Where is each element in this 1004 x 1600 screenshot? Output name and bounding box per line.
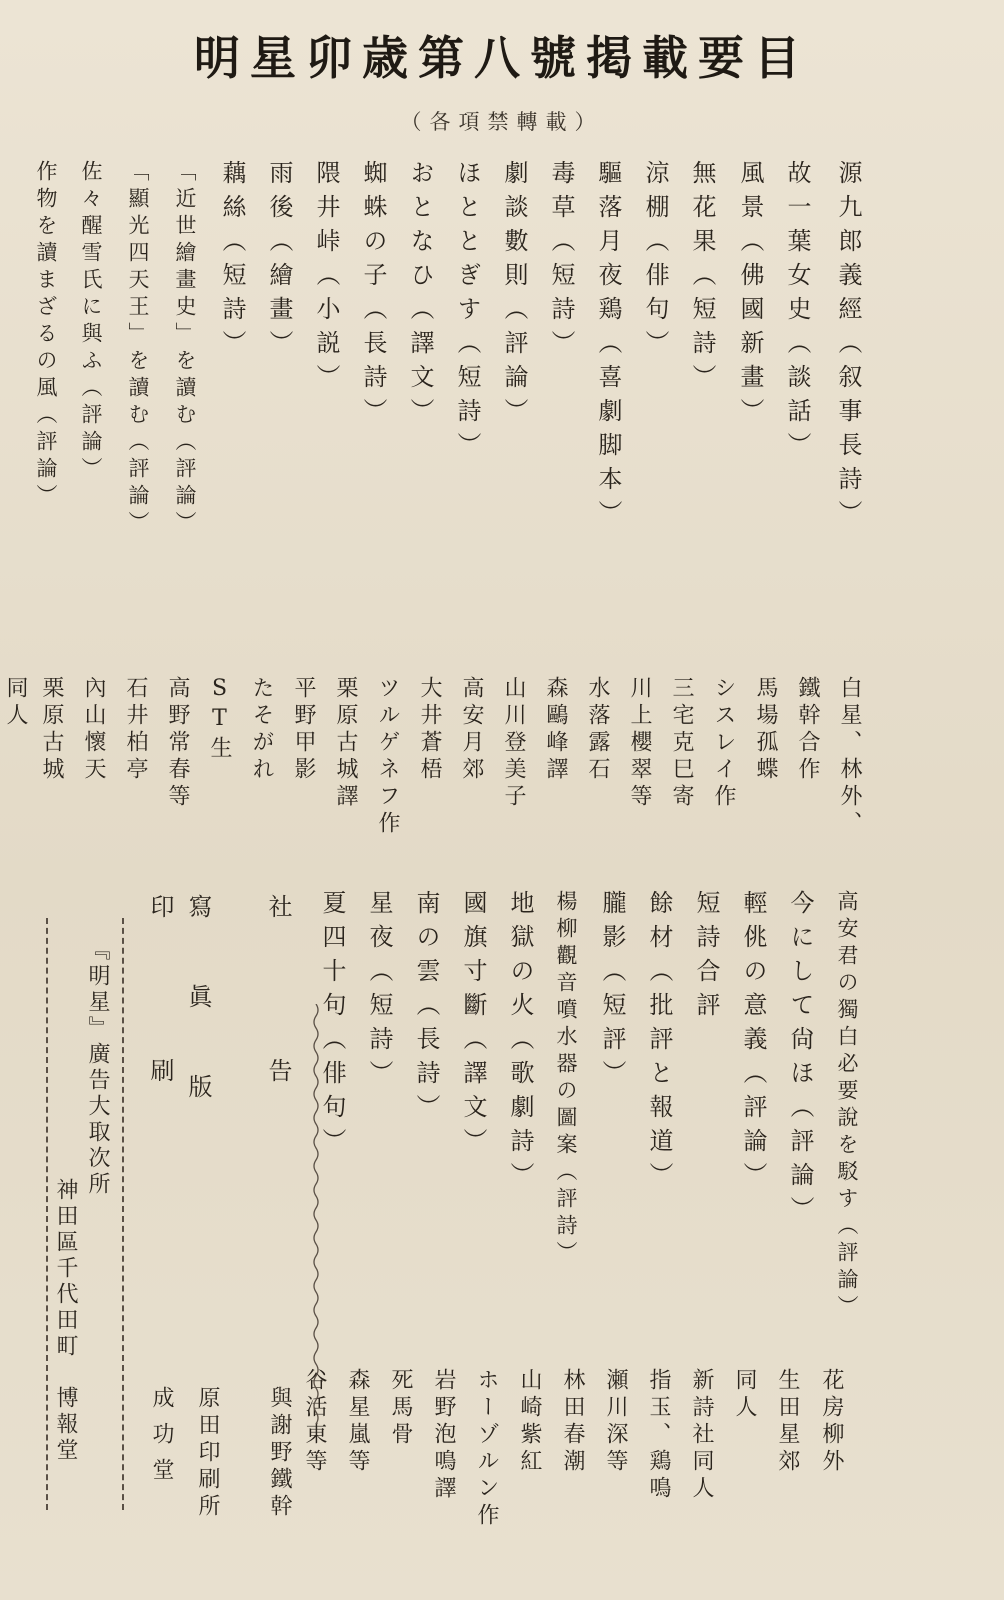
upper-title-6: 驅落月夜鶏（喜劇脚本） — [594, 160, 622, 534]
lower-author-7: 林田春潮 — [560, 1368, 585, 1476]
lower-title-6: 朧影（短評） — [598, 890, 626, 1094]
page-subtitle: （各項禁轉載） — [400, 110, 604, 134]
imprint-value-2: 原田印刷所 — [195, 1386, 220, 1521]
upper-title-7: 毒草（短詩） — [547, 160, 575, 364]
upper-author-16: ST生 — [207, 676, 232, 763]
lower-author-9: ホーゾルン作 — [474, 1368, 499, 1530]
lower-author-2: 生田星郊 — [775, 1368, 800, 1476]
lower-author-11: 死馬骨 — [388, 1368, 413, 1449]
upper-author-6: 川上櫻翠等 — [627, 676, 652, 811]
upper-author-5: 三宅克巳寄 — [669, 676, 694, 811]
upper-author-4: シスレイ作 — [711, 676, 736, 811]
imprint-value-1: 與謝野鐵幹 — [267, 1386, 292, 1521]
upper-title-12: 隈井峠（小説） — [312, 160, 340, 398]
lower-author-6: 瀬川深等 — [603, 1368, 628, 1476]
lower-author-10: 岩野泡鳴譯 — [431, 1368, 456, 1503]
advertiser-line-1: 『明星』廣告大取次所 — [85, 938, 110, 1198]
wavy-divider — [312, 1004, 320, 1428]
upper-title-9: ほととぎす（短詩） — [453, 160, 481, 466]
upper-title-3: 風景（佛國新畫） — [736, 160, 764, 432]
upper-title-14: 藕絲（短詩） — [218, 160, 246, 364]
imprint-label-1: 社告 — [264, 894, 292, 1222]
imprint-value-3: 成功堂 — [149, 1386, 174, 1494]
lower-title-11: 星夜（短詩） — [365, 890, 393, 1094]
lower-author-13: 谷活東等 — [302, 1368, 327, 1476]
lower-title-3: 輕佻の意義（評論） — [739, 890, 767, 1196]
lower-title-8: 地獄の火（歌劇詩） — [506, 890, 534, 1196]
lower-title-4: 短詩合評 — [692, 890, 720, 1026]
lower-title-10: 南の雲（長詩） — [412, 890, 440, 1128]
upper-title-16: 「顯光四天王」を讀む（評論） — [126, 160, 150, 538]
imprint-label-3: 印刷 — [146, 894, 174, 1222]
upper-author-12: ツルゲネフ作 — [375, 676, 400, 838]
upper-title-13: 雨後（繪畫） — [265, 160, 293, 364]
lower-author-4: 新詩社同人 — [689, 1368, 714, 1503]
upper-author-7: 水落露石 — [585, 676, 610, 784]
upper-author-19: 內山懷天 — [81, 676, 106, 784]
lower-title-9: 國旗寸斷（譯文） — [459, 890, 487, 1162]
page-title: 明星卯歳第八號掲載要目 — [194, 31, 810, 85]
lower-title-12: 夏四十句（俳句） — [318, 890, 346, 1162]
upper-author-15: たそがれ — [249, 676, 274, 784]
upper-title-18: 作物を讀まざるの風（評論） — [34, 160, 58, 511]
lower-title-1: 高安君の獨白必要說を駁す（評論） — [835, 890, 859, 1322]
upper-author-1: 白星、林外、 — [837, 676, 862, 838]
upper-title-4: 無花果（短詩） — [688, 160, 716, 398]
upper-title-5: 涼棚（俳句） — [641, 160, 669, 364]
upper-author-17: 高野常春等 — [165, 676, 190, 811]
upper-author-3: 馬場孤蝶 — [753, 676, 778, 784]
upper-title-17: 佐々醒雪氏に與ふ（評論） — [79, 160, 103, 484]
upper-title-10: おとなひ（譯文） — [406, 160, 434, 432]
lower-author-5: 指玉、鶏鳴 — [646, 1368, 671, 1503]
upper-author-10: 高安月郊 — [459, 676, 484, 784]
lower-title-7: 楊柳觀音噴水器の圖案（評詩） — [554, 890, 578, 1268]
upper-title-11: 蜘蛛の子（長詩） — [359, 160, 387, 432]
upper-title-15: 「近世繪畫史」を讀む（評論） — [173, 160, 197, 538]
lower-author-1: 花房柳外 — [819, 1368, 844, 1476]
upper-author-21: 同人 — [3, 676, 28, 730]
imprint-label-2: 寫眞版 — [184, 894, 212, 1164]
lower-title-2: 今にして尙ほ（評論） — [786, 890, 814, 1230]
upper-author-13: 栗原古城譯 — [333, 676, 358, 811]
advertiser-line-2: 神田區千代田町 博報堂 — [53, 1178, 78, 1464]
upper-title-1: 源九郎義經（叙事長詩） — [834, 160, 862, 534]
upper-author-14: 平野甲影 — [291, 676, 316, 784]
lower-author-8: 山崎紫紅 — [517, 1368, 542, 1476]
upper-author-18: 石井柏亭 — [123, 676, 148, 784]
upper-title-2: 故一葉女史（談話） — [783, 160, 811, 466]
upper-title-8: 劇談數則（評論） — [500, 160, 528, 432]
upper-author-11: 大井蒼梧 — [417, 676, 442, 784]
upper-author-8: 森鷗峰譯 — [543, 676, 568, 784]
lower-author-12: 森星嵐等 — [345, 1368, 370, 1476]
upper-author-9: 山川登美子 — [501, 676, 526, 811]
lower-author-3: 同人 — [732, 1368, 757, 1422]
lower-title-5: 餘材（批評と報道） — [645, 890, 673, 1196]
upper-author-20: 栗原古城 — [39, 676, 64, 784]
advertiser-box — [46, 918, 124, 1510]
upper-author-2: 鐵幹合作 — [795, 676, 820, 784]
